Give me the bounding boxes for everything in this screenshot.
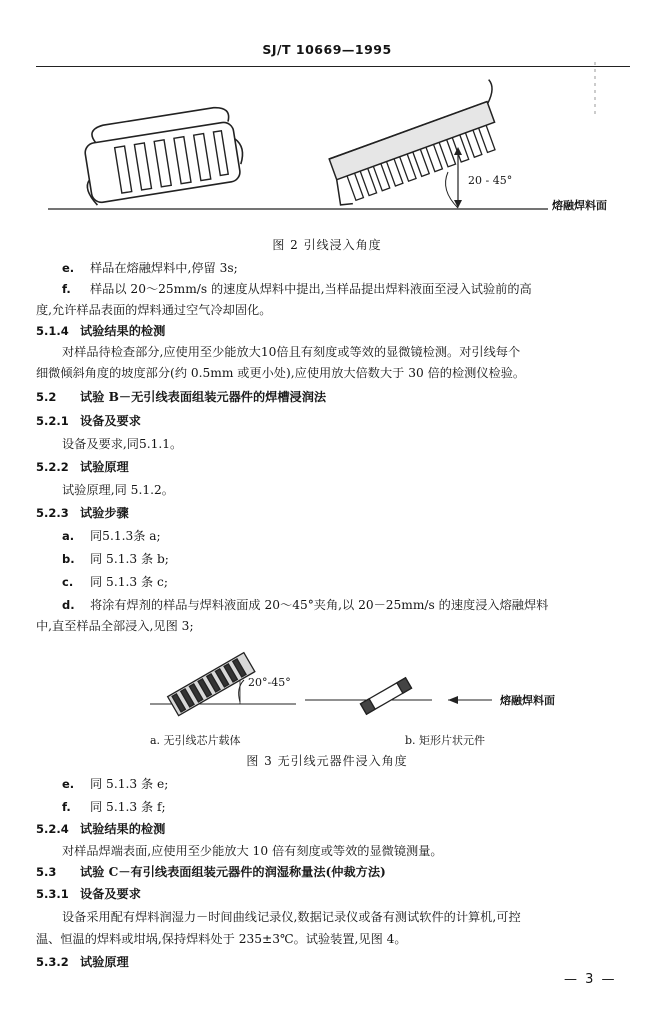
list-marker: e. [62,261,75,275]
step-b-5-2-3 [62,551,654,567]
section-5-1-4-paragraph-2: 细微倾斜角度的坡度部分(约 0.5mm 或更小处),应使用放大倍数大于 30 倍的检测仪检验。 [36,366,526,380]
figure-3-caption: 图 3 无引线元器件浸入角度 [246,754,408,768]
figure-3-surface-label: 熔融焊料面 [500,694,555,707]
section-5-2-2-body: 试验原理,同 5.1.2。 [62,483,174,497]
section-number: 5.2.3 [36,506,69,520]
list-text: 将涂有焊剂的样品与焊料液面成 20～45°夹角,以 20－25mm/s 的速度浸入熔融焊料 [90,598,549,612]
list-text: 样品以 20～25mm/s 的速度从焊料中提出,当样品提出焊料液面至浸入试验前的高 [90,282,532,296]
list-marker: e. [62,777,75,791]
step-f-5-2-3 [62,799,654,815]
step-c-5-2-3 [62,574,654,590]
section-5-2-4-body: 对样品焊端表面,应使用至少能放大 10 倍有刻度或等效的显微镜测量。 [62,844,443,858]
section-title: 试验原理 [80,460,129,474]
list-text: 度,允许样品表面的焊料通过空气冷却固化。 [36,303,272,317]
section-title: 试验结果的检测 [80,324,166,338]
list-text: 同5.1.3条 a; [90,529,161,543]
section-5-2-1-heading [36,413,636,429]
figure-2-angle-label: 20 - 45° [468,174,513,187]
figure-2-surface-label: 熔融焊料面 [552,199,607,212]
section-5-1-4-heading [36,323,636,339]
section-5-2-1-body: 设备及要求,同5.1.1。 [62,437,183,451]
section-number: 5.3.1 [36,887,69,901]
section-5-2-heading [36,389,636,405]
section-5-3-1-heading [36,886,636,902]
list-marker: d. [62,598,75,612]
list-text: 同 5.1.3 条 e; [90,777,169,791]
section-number: 5.2 [36,390,57,404]
section-number: 5.2.2 [36,460,69,474]
section-title: 试验 C－有引线表面组装元器件的润湿称量法(仲裁方法) [80,865,386,879]
list-text: 样品在熔融焊料中,停留 3s; [90,261,238,275]
section-5-1-4-paragraph-1: 对样品待检查部分,应使用至少能放大10倍且有刻度或等效的显微镜检测。对引线每个 [62,345,521,359]
list-text: 同 5.1.3 条 f; [90,800,166,814]
section-title: 试验步骤 [80,506,129,520]
list-marker: a. [62,529,75,543]
section-title: 试验原理 [80,955,129,969]
step-f-5-1-3 [62,281,654,297]
section-title: 试验 B－无引线表面组装元器件的焊槽浸润法 [80,390,327,404]
step-d-5-2-3 [62,597,654,613]
figure-3-angle-label: 20°-45° [248,676,291,689]
step-e-5-2-3 [62,776,654,792]
list-text: 同 5.1.3 条 b; [90,552,169,566]
list-text: 同 5.1.3 条 c; [90,575,168,589]
section-5-2-2-heading [36,459,636,475]
page-header: SJ/T 10669—1995 [262,42,392,57]
section-5-3-1-paragraph-1: 设备采用配有焊料润湿力－时间曲线记录仪,数据记录仪或备有测试软件的计算机,可控 [62,910,521,924]
section-5-3-heading [36,864,636,880]
figure-2 [0,0,654,260]
section-title: 设备及要求 [80,887,141,901]
figure-3-sub-b: b. 矩形片状元件 [405,734,486,747]
section-5-3-1-paragraph-2: 温、恒温的焊料或坩埚,保持焊料处于 235±3℃。试验装置,见图 4。 [36,932,407,946]
section-number: 5.2.1 [36,414,69,428]
step-e-5-1-3 [62,260,654,276]
list-marker: f. [62,800,71,814]
list-marker: f. [62,282,71,296]
section-5-2-3-heading [36,505,636,521]
list-marker: b. [62,552,75,566]
figure-3 [0,640,654,750]
section-title: 试验结果的检测 [80,822,166,836]
figure-3-drawing [0,640,654,750]
step-a-5-2-3 [62,528,654,544]
section-number: 5.2.4 [36,822,69,836]
step-d-continuation: 中,直至样品全部浸入,见图 3; [36,619,194,633]
section-5-3-2-heading [36,954,636,970]
section-number: 5.3.2 [36,955,69,969]
step-f-continuation [36,302,636,318]
section-number: 5.1.4 [36,324,69,338]
figure-2-caption: 图 2 引线浸入角度 [272,238,382,252]
list-marker: c. [62,575,74,589]
figure-2-drawing [0,0,654,260]
section-5-2-4-heading [36,821,636,837]
figure-3-sub-a: a. 无引线芯片载体 [150,734,241,747]
page-number: — 3 — [564,972,617,987]
section-title: 设备及要求 [80,414,141,428]
section-number: 5.3 [36,865,57,879]
